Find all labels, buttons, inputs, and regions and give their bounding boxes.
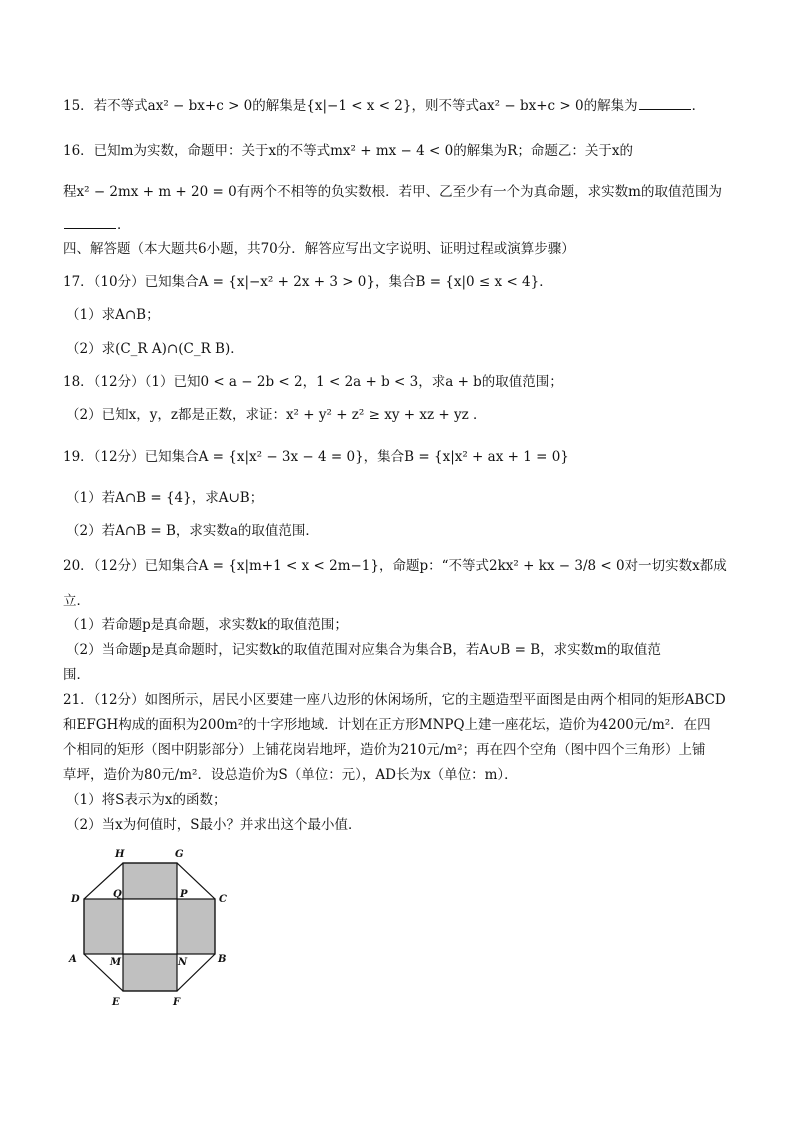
q15-end: ． bbox=[691, 98, 706, 114]
label-D: D bbox=[71, 894, 80, 905]
question-21-line-2: 和EFGH构成的面积为200m²的十字形地域．计划在正方形MNPQ上建一座花坛，造价为4200元/m²．在四 bbox=[63, 717, 711, 733]
question-20-cont: 立． bbox=[63, 593, 90, 609]
question-16-line-1: 16．已知m为实数，命题甲：关于x的不等式mx² + mx − 4 < 0的解集为R；命题乙：关于x的 bbox=[63, 143, 633, 159]
label-H: H bbox=[115, 849, 125, 860]
question-19-part-2: （2）若A∩B = B，求实数a的取值范围． bbox=[66, 523, 319, 539]
question-15 bbox=[63, 95, 733, 117]
question-21-part-1: （1）将S表示为x的函数； bbox=[66, 792, 227, 808]
answer-blank-15 bbox=[639, 95, 691, 110]
question-20: 20．（12分）已知集合A = {x|m+1 < x < 2m−1}，命题p：“不等式2kx² + kx − 3/8 < 0对一切实数x都成 bbox=[63, 558, 727, 574]
question-21-line-1: 21．（12分）如图所示，居民小区要建一座八边形的休闲场所，它的主题造型平面图是由两个相同的矩形ABCD bbox=[63, 692, 726, 708]
label-A: A bbox=[69, 954, 77, 965]
question-19-part-1: （1）若A∩B = {4}，求A∪B； bbox=[66, 490, 264, 506]
shaded-rect-bottom bbox=[123, 954, 177, 991]
label-C: C bbox=[219, 894, 227, 905]
answer-blank-16 bbox=[64, 214, 116, 229]
question-16-line-2: 程x² − 2mx + m + 20 = 0有两个不相等的负实数根．若甲、乙至少有一个为真命题，求实数m的取值范围为 bbox=[63, 184, 722, 200]
shaded-rect-top bbox=[123, 863, 177, 899]
q15-text: 15．若不等式ax² − bx+c > 0的解集是{x|−1 < x < 2}，则不等式ax² − bx+c > 0的解集为 bbox=[63, 98, 638, 114]
square-mnpq bbox=[123, 899, 177, 954]
question-20-part-2-cont: 围． bbox=[63, 667, 90, 683]
question-18-part-2: （2）已知x，y，z都是正数，求证：x² + y² + z² ≥ xy + xz + yz ． bbox=[66, 407, 487, 423]
question-21-line-3: 个相同的矩形（图中阴影部分）上铺花岗岩地坪，造价为210元/m²；再在四个空角（图中四个三角形）上铺 bbox=[63, 742, 706, 758]
label-Q: Q bbox=[113, 889, 122, 900]
question-20-part-1: （1）若命题p是真命题，求实数k的取值范围； bbox=[66, 617, 348, 633]
label-P: P bbox=[180, 889, 188, 900]
shaded-rect-right bbox=[177, 899, 215, 954]
label-E: E bbox=[112, 997, 120, 1008]
label-B: B bbox=[218, 954, 227, 965]
label-G: G bbox=[175, 849, 184, 860]
question-16-line-3 bbox=[63, 214, 733, 236]
section-heading: 四、解答题（本大题共6小题，共70分．解答应写出文字说明、证明过程或演算步骤） bbox=[63, 241, 575, 257]
question-20-part-2: （2）当命题p是真命题时，记实数k的取值范围对应集合为集合B，若A∪B = B，求实数m的取值范 bbox=[66, 642, 661, 658]
octagon-figure bbox=[62, 845, 240, 1010]
label-N: N bbox=[178, 957, 188, 968]
shaded-rect-left bbox=[84, 899, 123, 954]
label-M: M bbox=[110, 957, 122, 968]
q16-end: ． bbox=[117, 217, 131, 233]
question-19: 19．（12分）已知集合A = {x|x² − 3x − 4 = 0}，集合B = {x|x² + ax + 1 = 0} bbox=[63, 449, 569, 465]
label-F: F bbox=[173, 997, 181, 1008]
question-17-part-1: （1）求A∩B； bbox=[66, 307, 160, 323]
question-21-line-4: 草坪，造价为80元/m²．设总造价为S（单位：元），AD长为x（单位：m）． bbox=[63, 767, 518, 783]
question-21-part-2: （2）当x为何值时，S最小？并求出这个最小值． bbox=[66, 817, 362, 833]
question-17-part-2: （2）求(C_R A)∩(C_R B)． bbox=[66, 341, 244, 357]
question-18: 18．（12分）（1）已知0 < a − 2b < 2，1 < 2a + b < 3，求a + b的取值范围； bbox=[63, 374, 563, 390]
question-17: 17．（10分）已知集合A = {x|−x² + 2x + 3 > 0}，集合B = {x|0 ≤ x < 4}． bbox=[63, 274, 553, 290]
